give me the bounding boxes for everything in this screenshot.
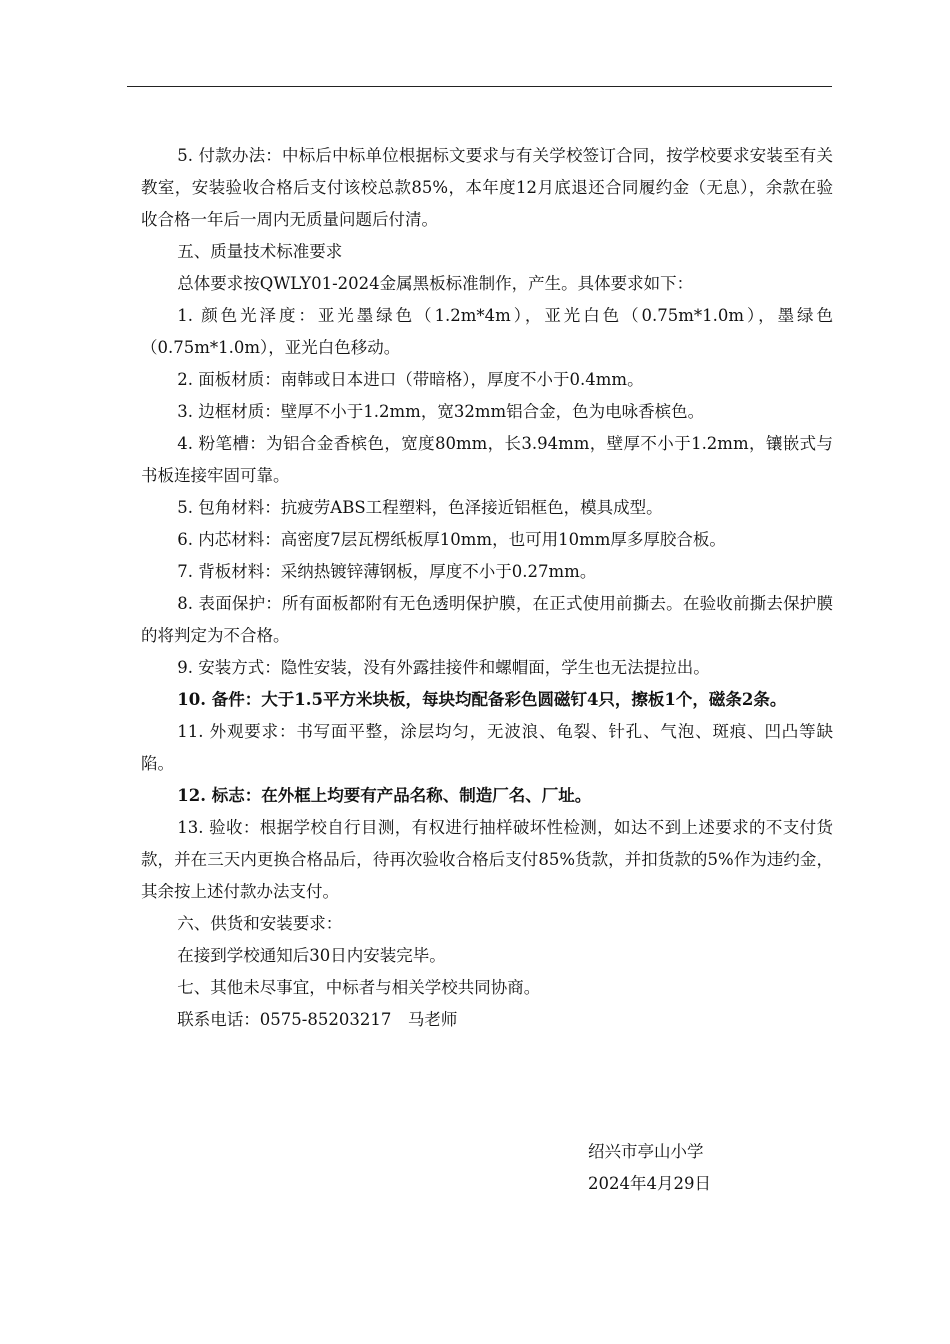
- requirement-installation: 9. 安装方式：隐性安装，没有外露挂接件和螺帽面，学生也无法提拉出。: [177, 658, 710, 677]
- requirement-back-panel: 7. 背板材料：采纳热镀锌薄钢板，厚度不小于0.27mm。: [177, 562, 597, 581]
- requirement-acceptance: 13. 验收：根据学校自行目测，有权进行抽样破坏性检测，如达不到上述要求的不支付货款，并在三天内更换合格品后，待再次验收合格后支付85%货款，并扣货款的5%作为违约金，其余按上述付款办法支付。: [141, 818, 833, 901]
- document-body: [141, 140, 833, 1036]
- requirement-spare-parts: 10. 备件：大于1.5平方米块板，每块均配备彩色圆磁钉4只，擦板1个，磁条2条。: [177, 690, 787, 709]
- paragraph-payment-terms: 5. 付款办法：中标后中标单位根据标文要求与有关学校签订合同，按学校要求安装至有关教室，安装验收合格后支付该校总款85%，本年度12月底退还合同履约金（无息），余款在验收合格一年后一周内无质量问题后付清。: [141, 146, 833, 229]
- paragraph-general-requirement: 总体要求按QWLY01-2024金属黑板标准制作，产生。具体要求如下：: [177, 274, 694, 293]
- requirement-surface-protection: 8. 表面保护：所有面板都附有无色透明保护膜，在正式使用前撕去。在验收前撕去保护膜的将判定为不合格。: [141, 594, 833, 645]
- requirement-appearance: 11. 外观要求：书写面平整，涂层均匀，无波浪、龟裂、针孔、气泡、斑痕、凹凸等缺陷。: [141, 722, 833, 773]
- signature-block: [588, 1136, 828, 1200]
- signature-organization: 绍兴市亭山小学: [588, 1142, 704, 1161]
- requirement-chalk-tray: 4. 粉笔槽：为铝合金香槟色，宽度80mm，长3.94mm，壁厚不小于1.2mm，镶嵌式与书板连接牢固可靠。: [141, 434, 833, 485]
- signature-date: 2024年4月29日: [588, 1174, 711, 1193]
- requirement-frame-material: 3. 边框材质：壁厚不小于1.2mm，宽32mm铝合金，色为电咏香槟色。: [177, 402, 705, 421]
- requirement-color: 1. 颜色光泽度：亚光墨绿色（1.2m*4m），亚光白色（0.75m*1.0m），墨绿色（0.75m*1.0m），亚光白色移动。: [141, 306, 833, 357]
- requirement-core-material: 6. 内芯材料：高密度7层瓦楞纸板厚10mm，也可用10mm厚多厚胶合板。: [177, 530, 726, 549]
- section-heading-other: 七、其他未尽事宜，中标者与相关学校共同协商。: [177, 978, 541, 997]
- section-heading-supply: 六、供货和安装要求：: [177, 914, 343, 933]
- section-heading-quality: 五、质量技术标准要求: [177, 242, 343, 261]
- header-rule: [127, 86, 832, 87]
- paragraph-supply-deadline: 在接到学校通知后30日内安装完毕。: [177, 946, 446, 965]
- requirement-corner-material: 5. 包角材料：抗疲劳ABS工程塑料，色泽接近铝框色，模具成型。: [177, 498, 663, 517]
- requirement-marking: 12. 标志：在外框上均要有产品名称、制造厂名、厂址。: [177, 786, 592, 805]
- contact-phone: 联系电话：0575-85203217 马老师: [177, 1010, 458, 1029]
- requirement-panel-material: 2. 面板材质：南韩或日本进口（带暗格），厚度不小于0.4mm。: [177, 370, 644, 389]
